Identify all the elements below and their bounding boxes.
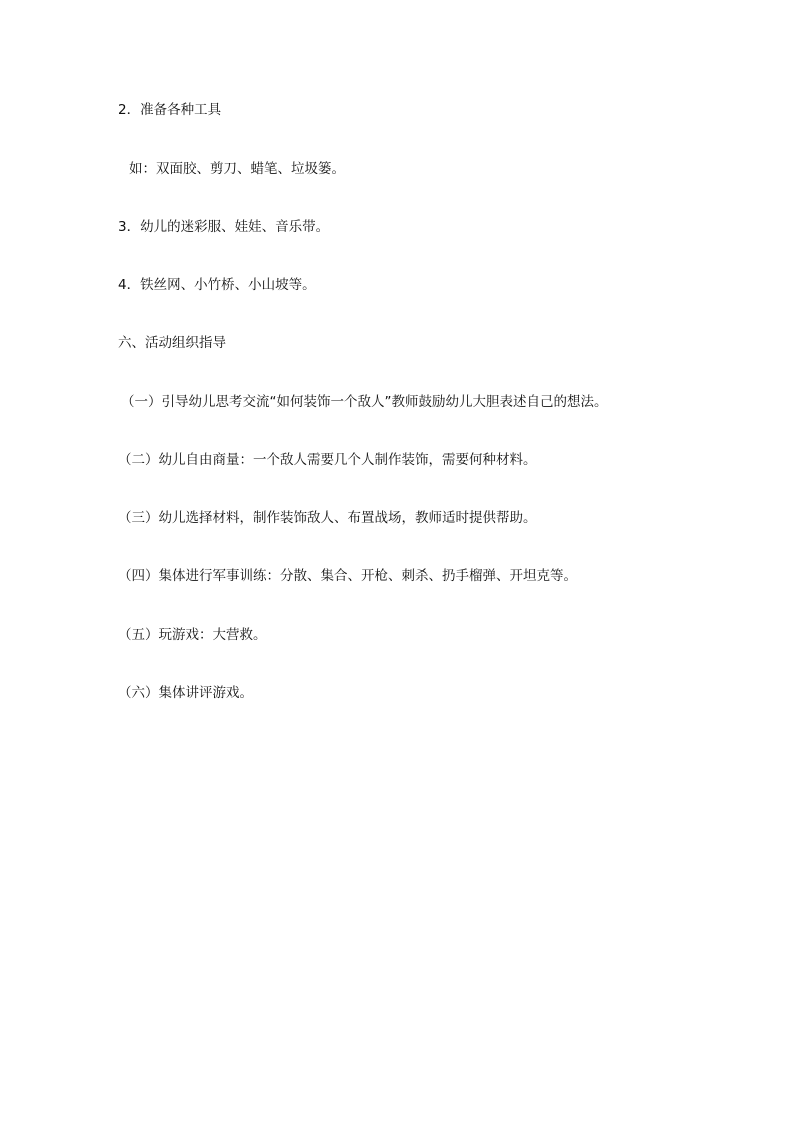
guidance-step-6: （六）集体讲评游戏。 <box>118 685 253 701</box>
materials-item-2-example: 如：双面胶、剪刀、蜡笔、垃圾篓。 <box>129 161 345 177</box>
section-heading-activity-guidance: 六、活动组织指导 <box>118 335 226 351</box>
guidance-step-4: （四）集体进行军事训练：分散、集合、开枪、刺杀、扔手榴弹、开坦克等。 <box>118 568 577 584</box>
materials-item-3: 3．幼儿的迷彩服、娃娃、音乐带。 <box>118 219 330 235</box>
materials-item-4: 4．铁丝网、小竹桥、小山坡等。 <box>118 277 316 293</box>
guidance-step-3: （三）幼儿选择材料，制作装饰敌人、布置战场，教师适时提供帮助。 <box>118 510 537 526</box>
materials-item-2: 2．准备各种工具 <box>118 102 222 118</box>
guidance-step-1: （一）引导幼儿思考交流“如何装饰一个敌人”教师鼓励幼儿大胆表述自己的想法。 <box>121 394 608 410</box>
guidance-step-5: （五）玩游戏：大营救。 <box>118 627 267 643</box>
guidance-step-2: （二）幼儿自由商量：一个敌人需要几个人制作装饰，需要何种材料。 <box>118 452 537 468</box>
